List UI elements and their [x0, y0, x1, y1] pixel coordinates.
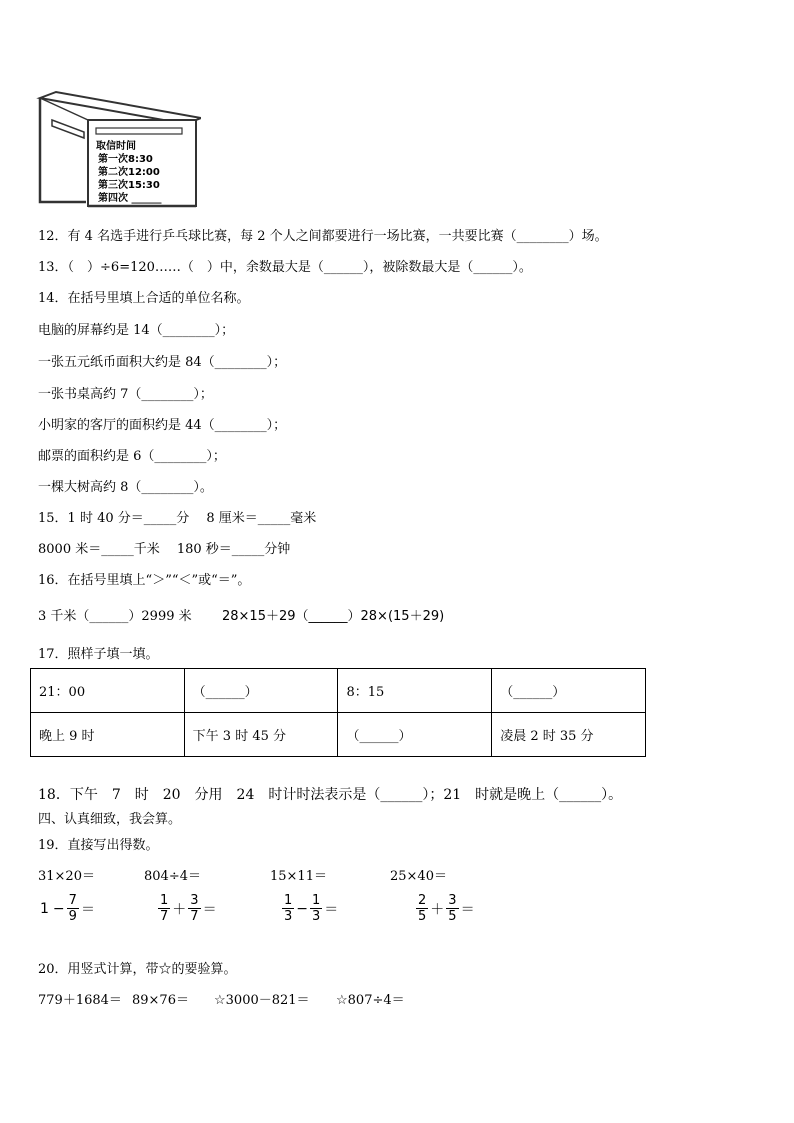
fraction	[310, 893, 322, 924]
numerator: 1	[160, 893, 169, 908]
table-cell: 21：00	[31, 669, 185, 713]
numerator: 3	[190, 893, 199, 908]
time-table	[30, 668, 646, 757]
table-cell: 8：15	[338, 669, 492, 713]
question-20-title: 20．用竖式计算，带☆的要验算。	[38, 962, 237, 977]
question-18: 18．下午 7 时 20 分用 24 时计时法表示是（______）；21 时就是晚上（______）。	[38, 787, 623, 803]
fraction-expression	[282, 893, 340, 924]
denominator: 7	[190, 909, 199, 924]
equals: ＝	[324, 901, 339, 918]
fraction	[416, 893, 428, 924]
whole-number: 1	[40, 900, 49, 917]
fraction	[67, 893, 79, 924]
operator: −	[52, 900, 65, 917]
operator: ＋	[172, 901, 187, 918]
question-17-title: 17．照样子填一填。	[38, 647, 159, 662]
denominator: 3	[312, 909, 321, 924]
fraction-expression	[38, 893, 97, 924]
denominator: 9	[68, 909, 77, 924]
operator: ＋	[430, 901, 445, 918]
table-row	[31, 713, 646, 757]
table-row	[31, 669, 646, 713]
calc-item: 25×40＝	[390, 869, 447, 884]
fraction-expression	[158, 893, 219, 924]
question-14-item: 一张五元纸币面积大约是 84（________）；	[38, 355, 287, 370]
equals: ＝	[460, 901, 475, 918]
question-16-title: 16．在括号里填上“＞”“＜”或“＝”。	[38, 573, 251, 588]
question-13: 13．（ ）÷6=120……（ ）中，余数最大是（______），被除数最大是（______）。	[38, 260, 532, 275]
mailbox-illustration	[36, 90, 201, 210]
calc-item: 89×76＝	[132, 993, 189, 1008]
mailbox-row: 第一次8:30	[98, 154, 153, 165]
question-16-left: 3 千米（______）2999 米	[38, 609, 192, 624]
mailbox-row: 第二次12:00	[98, 167, 160, 178]
question-15-line2: 8000 米＝_____千米 180 秒＝_____分钟	[38, 542, 291, 557]
table-cell: 晚上 9 时	[31, 713, 185, 757]
question-14-item: 小明家的客厅的面积约是 44（________）；	[38, 418, 287, 433]
numerator: 1	[312, 893, 321, 908]
table-cell-blank[interactable]: （______）	[492, 669, 646, 713]
table-cell: 凌晨 2 时 35 分	[492, 713, 646, 757]
operator: −	[296, 900, 309, 917]
fraction	[188, 893, 200, 924]
numerator: 7	[68, 893, 77, 908]
equals: ＝	[202, 901, 217, 918]
fraction-expression	[416, 893, 477, 924]
question-14-title: 14．在括号里填上合适的单位名称。	[38, 291, 250, 306]
question-14-item: 一棵大树高约 8（________）。	[38, 480, 213, 495]
table-cell: 下午 3 时 45 分	[184, 713, 338, 757]
calc-item: ☆3000－821＝	[214, 993, 310, 1008]
numerator: 2	[418, 893, 427, 908]
fraction	[446, 893, 458, 924]
fraction	[282, 893, 294, 924]
section-4-heading: 四、认真细致，我会算。	[38, 812, 182, 827]
calc-item: 31×20＝	[38, 869, 95, 884]
question-14-item: 一张书桌高约 7（________）；	[38, 387, 213, 402]
calc-item: ☆807÷4＝	[336, 993, 405, 1008]
calc-item: 15×11＝	[270, 869, 327, 884]
denominator: 5	[418, 909, 427, 924]
question-14-item: 邮票的面积约是 6（________）；	[38, 449, 226, 464]
mailbox-row: 第三次15:30	[98, 180, 160, 191]
equals: ＝	[80, 901, 95, 918]
table-cell-blank[interactable]: （______）	[338, 713, 492, 757]
denominator: 3	[284, 909, 293, 924]
question-12: 12．有 4 名选手进行乒乓球比赛，每 2 个人之间都要进行一场比赛，一共要比赛（________）场。	[38, 229, 608, 244]
table-cell-blank[interactable]: （______）	[184, 669, 338, 713]
question-15-line1: 15．1 时 40 分＝_____分 8 厘米＝_____毫米	[38, 511, 317, 526]
mailbox-row: 第四次 ______	[98, 193, 162, 204]
numerator: 3	[448, 893, 457, 908]
question-16-right: 28×15＋29（______）28×(15＋29)	[222, 609, 445, 624]
mailbox-title: 取信时间	[96, 141, 136, 152]
calc-item: 779＋1684＝	[38, 993, 122, 1008]
denominator: 5	[448, 909, 457, 924]
denominator: 7	[160, 909, 169, 924]
calc-item: 804÷4＝	[144, 869, 201, 884]
fraction	[158, 893, 170, 924]
numerator: 1	[284, 893, 293, 908]
question-19-title: 19．直接写出得数。	[38, 838, 159, 853]
question-14-item: 电脑的屏幕约是 14（________）；	[38, 323, 235, 338]
